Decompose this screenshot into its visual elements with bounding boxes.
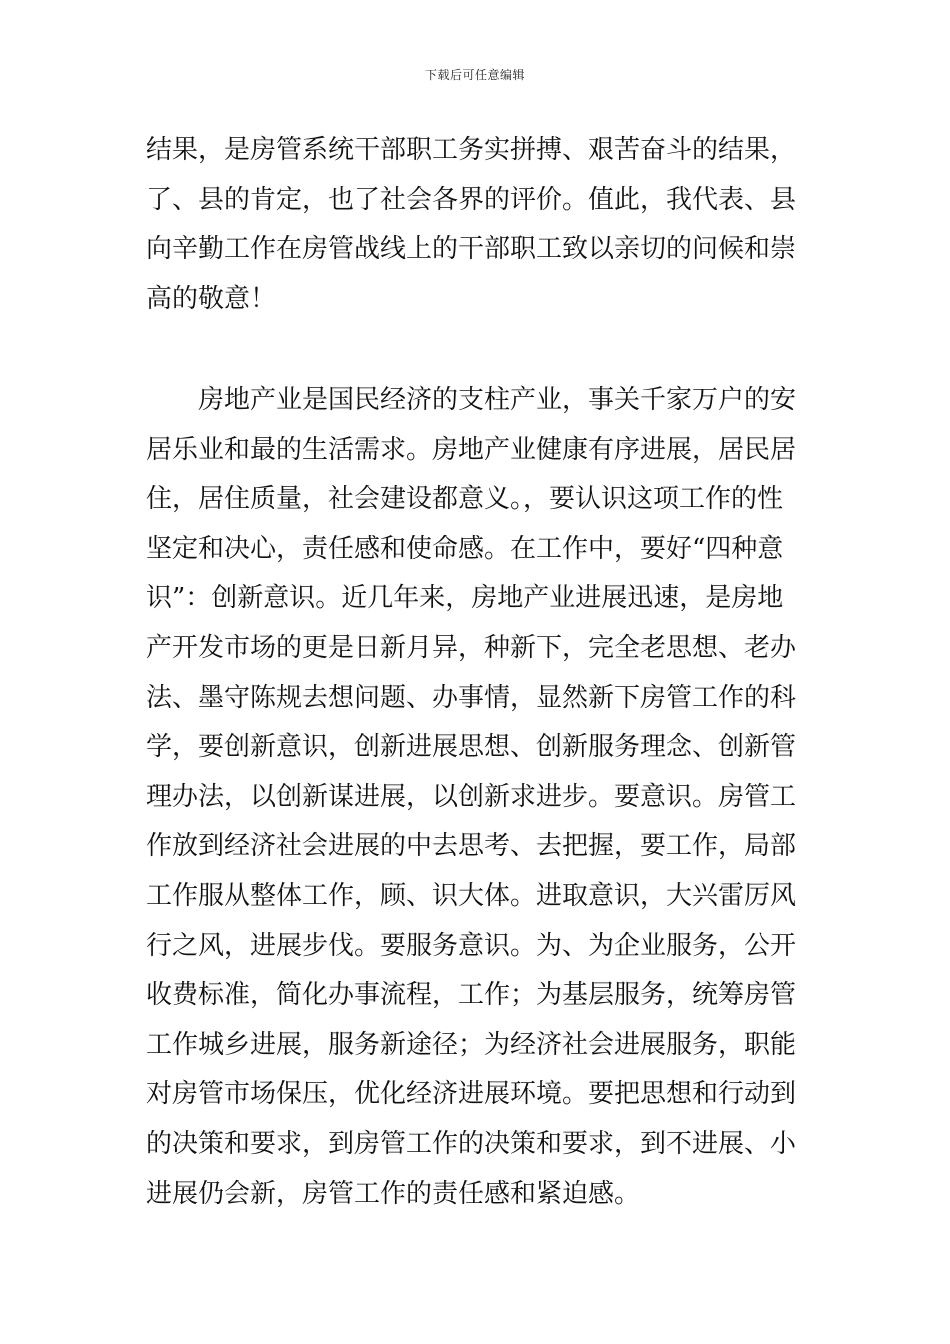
text-line: 居乐业和最的生活需求。房地产业健康有序进展，居民居 [146, 434, 797, 465]
text-line: 识”：创新意识。近几年来，房地产业进展迅速，是房地 [146, 583, 784, 614]
text-line: 产开发市场的更是日新月异，种新下，完全老思想、老办 [146, 632, 797, 663]
text-line: 高的敬意！ [146, 283, 277, 314]
text-line: 行之风，进展步伐。要服务意识。为、为企业服务，公开 [146, 930, 797, 961]
page-header: 下载后可任意编辑 [424, 68, 525, 82]
text-line: 住，居住质量，社会建设都意义。，要认识这项工作的性 [146, 484, 784, 515]
text-line: 坚定和决心，责任感和使命感。在工作中，要好“四种意 [146, 533, 784, 564]
text-line: 进展仍会新，房管工作的责任感和紧迫感。 [146, 1178, 641, 1209]
text-line: 收费标准，简化办事流程，工作；为基层服务，统筹房管 [146, 980, 797, 1011]
text-line: 的决策和要求，到房管工作的决策和要求，到不进展、小 [146, 1128, 797, 1159]
text-line: 工作服从整体工作，顾、识大体。进取意识，大兴雷厉风 [146, 880, 797, 911]
text-line: 作放到经济社会进展的中去思考、去把握，要工作，局部 [146, 831, 797, 862]
paragraph-1 [146, 126, 808, 324]
text-line: 学，要创新意识，创新进展思想、创新服务理念、创新管 [146, 732, 797, 763]
text-line: 向辛勤工作在房管战线上的干部职工致以亲切的问候和崇 [146, 234, 797, 265]
text-line: 了、县的肯定，也了社会各界的评价。值此，我代表、县 [146, 184, 797, 215]
text-line: 对房管市场保压，优化经济进展环境。要把思想和行动到 [146, 1079, 797, 1110]
text-line: 理办法，以创新谋进展，以创新求进步。要意识。房管工 [146, 781, 797, 812]
text-line: 法、墨守陈规去想问题、办事情，显然新下房管工作的科 [146, 682, 797, 713]
text-line: 工作城乡进展，服务新途径；为经济社会进展服务，职能 [146, 1029, 797, 1060]
text-line: 结果，是房管系统干部职工务实拼搏、艰苦奋斗的结果， [146, 135, 797, 165]
paragraph-2 [146, 376, 808, 1219]
text-line: 房地产业是国民经济的支柱产业，事关千家万户的安 [198, 385, 797, 415]
